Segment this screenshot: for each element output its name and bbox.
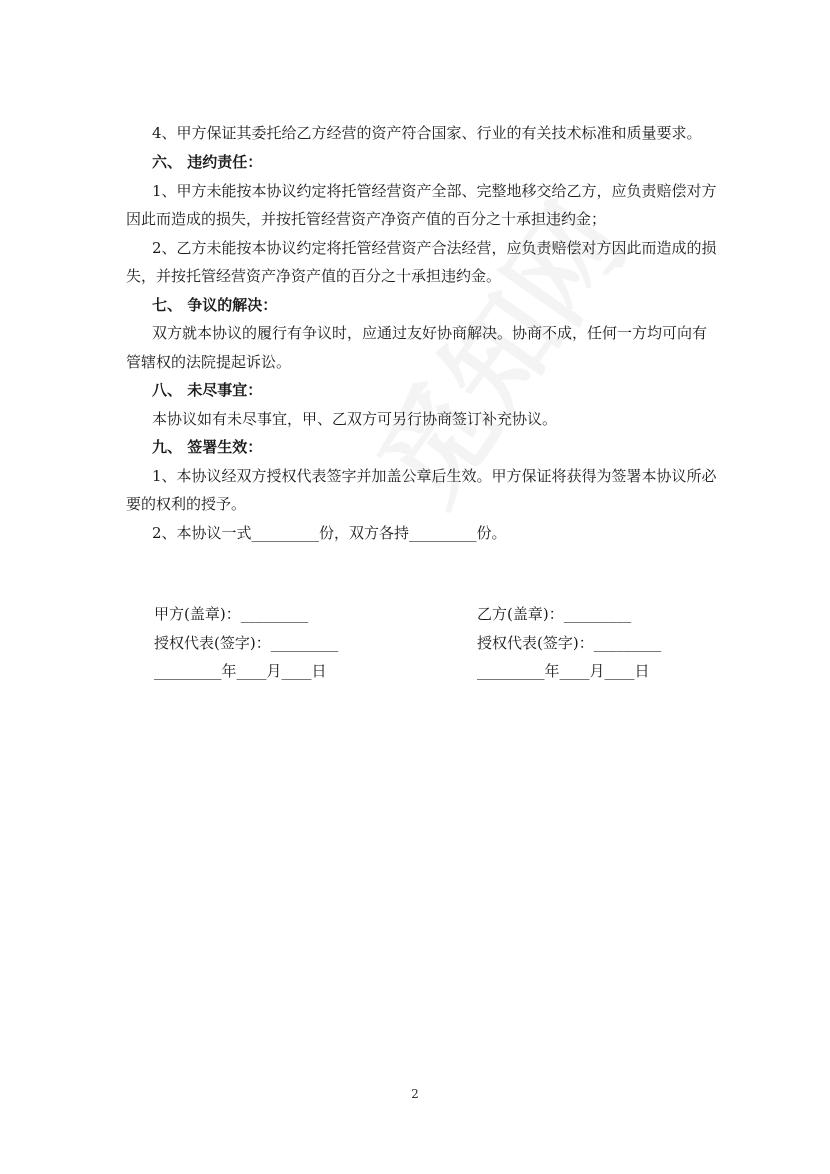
- section-9-item-1-line-2: 要的权利的授予。: [126, 495, 247, 513]
- party-b-date: _________年____月____日: [477, 662, 650, 680]
- section-6-item-1-line-2: 因此而造成的损失，并按托管经营资产净资产值的百分之十承担违约金；: [126, 210, 607, 228]
- page-number: 2: [411, 1087, 419, 1101]
- party-a-date: _________年____月____日: [154, 662, 327, 680]
- section-9-item-1-line-1: 1、本协议经双方授权代表签字并加盖公章后生效。甲方保证将获得为签署本协议所必: [152, 467, 717, 485]
- section-8-line-1: 本协议如有未尽事宜，甲、乙双方可另行协商签订补充协议。: [152, 410, 558, 428]
- section-9-title: 九、 签署生效：: [152, 438, 263, 456]
- section-6-item-2-line-1: 2、乙方未能按本协议约定将托管经营资产合法经营，应负责赔偿对方因此而造成的损: [152, 239, 717, 257]
- party-b-representative: 授权代表(签字)：_________: [477, 634, 662, 652]
- section-7-line-1: 双方就本协议的履行有争议时，应通过友好协商解决。协商不成，任何一方均可向有: [152, 324, 708, 342]
- party-a-seal: 甲方(盖章)：_________: [154, 605, 309, 623]
- section-7-line-2: 管辖权的法院提起诉讼。: [126, 353, 292, 371]
- section-7-title: 七、 争议的解决：: [152, 296, 278, 314]
- section-6-title: 六、 违约责任：: [152, 153, 263, 171]
- party-a-representative: 授权代表(签字)：_________: [154, 634, 339, 652]
- section-9-item-2: 2、本协议一式_________份，双方各持_________份。: [152, 524, 507, 542]
- section-6-item-1-line-1: 1、甲方未能按本协议约定将托管经营资产全部、完整地移交给乙方，应负责赔偿对方: [152, 182, 717, 200]
- clause-4: 4、甲方保证其委托给乙方经营的资产符合国家、行业的有关技术标准和质量要求。: [152, 124, 702, 142]
- party-b-seal: 乙方(盖章)：_________: [477, 605, 632, 623]
- section-6-item-2-line-2: 失，并按托管经营资产净资产值的百分之十承担违约金。: [126, 267, 502, 285]
- section-8-title: 八、 未尽事宜：: [152, 381, 263, 399]
